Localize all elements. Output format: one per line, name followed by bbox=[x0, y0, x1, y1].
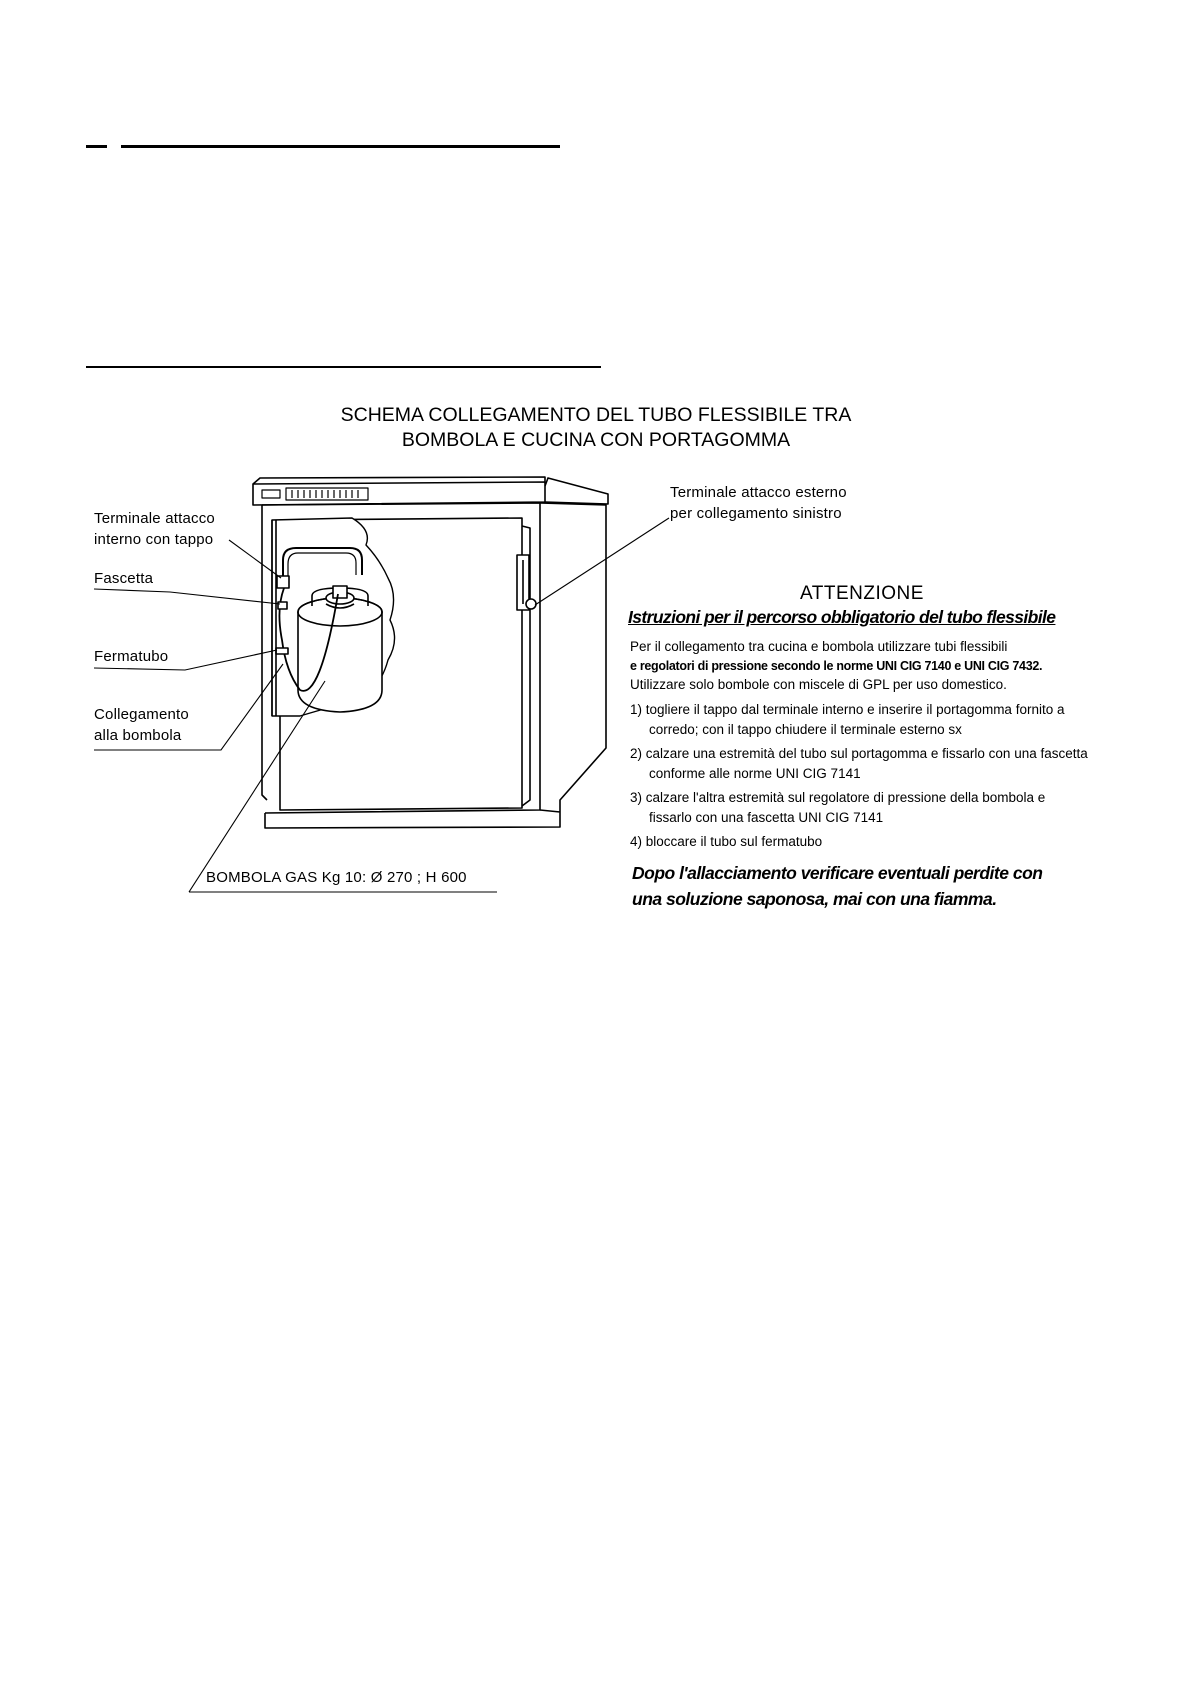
attenzione-intro-line-1: Per il collegamento tra cucina e bombola utilizzare tubi flessibili bbox=[630, 639, 1008, 654]
leader-terminale-esterno bbox=[535, 518, 669, 605]
callout-terminale-interno-line-1: Terminale attacco bbox=[94, 510, 215, 527]
instruction-step-3: 3) calzare l'altra estremità sul regolatore di pressione della bombola e fissarlo con una fascetta UNI CIG 7141 bbox=[630, 790, 1046, 825]
fascetta-clamp bbox=[278, 602, 287, 609]
side-shelf bbox=[545, 478, 608, 504]
cooktop-panel bbox=[253, 482, 545, 505]
external-terminal bbox=[526, 599, 536, 609]
callout-collegamento-line-1: Collegamento bbox=[94, 706, 189, 723]
callout-fermatubo: Fermatubo bbox=[94, 648, 169, 665]
cabinet-right-side bbox=[540, 503, 606, 812]
leader-fascetta bbox=[94, 589, 280, 604]
fermatubo-clip bbox=[276, 648, 288, 654]
callout-terminale-interno-line-2: interno con tappo bbox=[94, 531, 214, 548]
warning-line-1: Dopo l'allacciamento verificare eventuali perdite con bbox=[632, 863, 1043, 883]
attenzione-heading: ATTENZIONE bbox=[800, 583, 924, 604]
instruction-step-1: 1) togliere il tappo dal terminale interno e inserire il portagomma fornito a corredo; con il tappo chiudere il terminale esterno sx bbox=[630, 702, 1065, 737]
callout-terminale-esterno-line-2: per collegamento sinistro bbox=[670, 505, 842, 522]
attenzione-intro-line-3: Utilizzare solo bombole con miscele di GPL per uso domestico. bbox=[630, 677, 1007, 692]
callout-bombola: BOMBOLA GAS Kg 10: Ø 270 ; H 600 bbox=[206, 869, 467, 886]
instruction-step-4: 4) bloccare il tubo sul fermatubo bbox=[630, 834, 823, 849]
callout-terminale-esterno-line-1: Terminale attacco esterno bbox=[670, 484, 847, 501]
callout-collegamento-line-2: alla bombola bbox=[94, 727, 182, 744]
attenzione-subheading: Istruzioni per il percorso obbligatorio del tubo flessibile bbox=[628, 607, 1056, 627]
instruction-steps bbox=[630, 700, 1130, 856]
attenzione-intro-line-2: e regolatori di pressione secondo le norme UNI CIG 7140 e UNI CIG 7432. bbox=[630, 659, 1043, 673]
diagram-title-line-1: SCHEMA COLLEGAMENTO DEL TUBO FLESSIBILE TRA bbox=[340, 404, 852, 426]
internal-terminal bbox=[277, 576, 289, 588]
instruction-step-2: 2) calzare una estremità del tubo sul portagomma e fissarlo con una fascetta conforme alle norme UNI CIG 7141 bbox=[630, 746, 1088, 781]
diagram-title-line-2: BOMBOLA E CUCINA CON PORTAGOMMA bbox=[401, 429, 791, 451]
warning-line-2: una soluzione saponosa, mai con una fiamma. bbox=[632, 889, 997, 909]
callout-fascetta: Fascetta bbox=[94, 570, 154, 587]
gas-cylinder-shape bbox=[298, 586, 382, 712]
